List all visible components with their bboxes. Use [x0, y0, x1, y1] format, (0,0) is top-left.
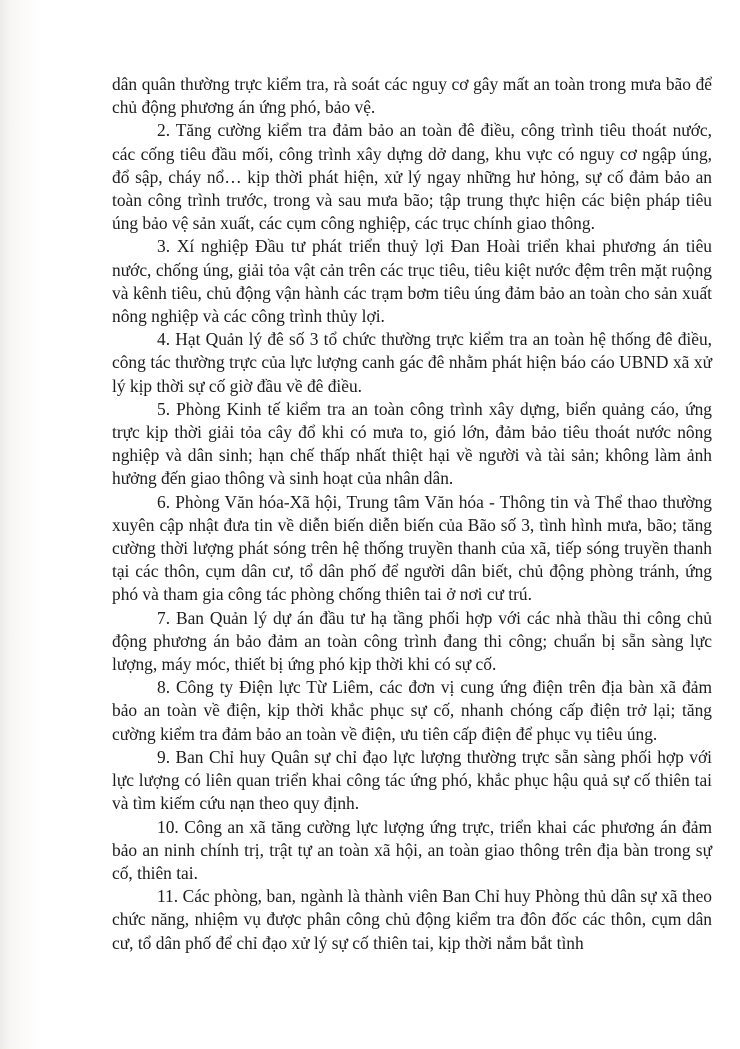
paragraph-item-3: 3. Xí nghiệp Đầu tư phát triển thuỷ lợi Đan Hoài triển khai phương án tiêu nước, chống úng, giải tỏa vật cản trên các trục tiêu, tiêu kiệt nước đệm trên mặt ruộng và kênh tiêu, chủ động vận hành các trạm bơm tiêu úng đảm bảo an toàn cho sản xuất nông nghiệp và các công trình thủy lợi.	[112, 236, 712, 327]
paragraph-item-6: 6. Phòng Văn hóa-Xã hội, Trung tâm Văn hóa - Thông tin và Thể thao thường xuyên cập nhật đưa tin về diễn biến diễn biến của Bão số 3, tình hình mưa, bão; tăng cường thời lượng phát sóng trên hệ thống truyền thanh của xã, tiếp sóng truyền thanh tại các thôn, cụm dân cư, tổ dân phố để người dân biết, chủ động phòng tránh, ứng phó và tham gia công tác phòng chống thiên tai ở nơi cư trú.	[112, 491, 712, 605]
paragraph-item-2: 2. Tăng cường kiểm tra đảm bảo an toàn đê điều, công trình tiêu thoát nước, các cống tiêu đầu mối, công trình xây dựng dở dang, khu vực có nguy cơ ngập úng, đổ sập, cháy nổ… kịp thời phát hiện, xử lý ngay những hư hỏng, sự cố đảm bảo an toàn công trình trước, trong và sau mưa bão; tập trung thực hiện các biện pháp tiêu úng bảo vệ sản xuất, các cụm công nghiệp, các trục chính giao thông.	[112, 120, 712, 234]
paragraph-item-7: 7. Ban Quản lý dự án đầu tư hạ tầng phối hợp với các nhà thầu thi công chủ động phương án bảo đảm an toàn công trình đang thi công; chuẩn bị sẵn sàng lực lượng, máy móc, thiết bị ứng phó kịp thời khi có sự cố.	[112, 607, 712, 675]
paragraph-item-10: 10. Công an xã tăng cường lực lượng ứng trực, triển khai các phương án đảm bảo an ninh chính trị, trật tự an toàn xã hội, an toàn giao thông trên địa bàn trong sự cố, thiên tai.	[112, 816, 712, 883]
paragraph-item-9: 9. Ban Chỉ huy Quân sự chỉ đạo lực lượng thường trực sẵn sàng phối hợp với lực lượng có liên quan triển khai công tác ứng phó, khắc phục hậu quả sự cố thiên tai và tìm kiếm cứu nạn theo quy định.	[112, 746, 712, 814]
paragraph-item-5: 5. Phòng Kinh tế kiểm tra an toàn công trình xây dựng, biển quảng cáo, ứng trực kịp thời giải tỏa cây đổ khi có mưa to, gió lớn, đảm bảo tiêu thoát nước nông nghiệp và dân sinh; hạn chế thấp nhất thiệt hại về người và tài sản; không làm ảnh hưởng đến giao thông và sinh hoạt của nhân dân.	[112, 398, 712, 489]
paragraph-item-11: 11. Các phòng, ban, ngành là thành viên Ban Chỉ huy Phòng thủ dân sự xã theo chức năng, nhiệm vụ được phân công chủ động kiểm tra đôn đốc các thôn, cụm dân cư, tổ dân phố để chỉ đạo xử lý sự cố thiên tai, kịp thời nắm bắt tình	[112, 886, 712, 953]
paragraph-item-4: 4. Hạt Quản lý đê số 3 tổ chức thường trực kiểm tra an toàn hệ thống đê điều, công tác thường trực của lực lượng canh gác đê nhằm phát hiện báo cáo UBND xã xử lý kịp thời sự cố giờ đầu về đê điều.	[112, 329, 712, 396]
paragraph-item-8: 8. Công ty Điện lực Từ Liêm, các đơn vị cung ứng điện trên địa bàn xã đảm bảo an toàn về điện, kịp thời khắc phục sự cố, nhanh chóng cấp điện trở lại; tăng cường kiểm tra đảm bảo an toàn về điện, ưu tiên cấp điện để phục vụ tiêu úng.	[112, 677, 712, 744]
paragraph-continuation: dân quân thường trực kiểm tra, rà soát các nguy cơ gây mất an toàn trong mưa bão để chủ động phương án ứng phó, bảo vệ.	[112, 74, 712, 118]
